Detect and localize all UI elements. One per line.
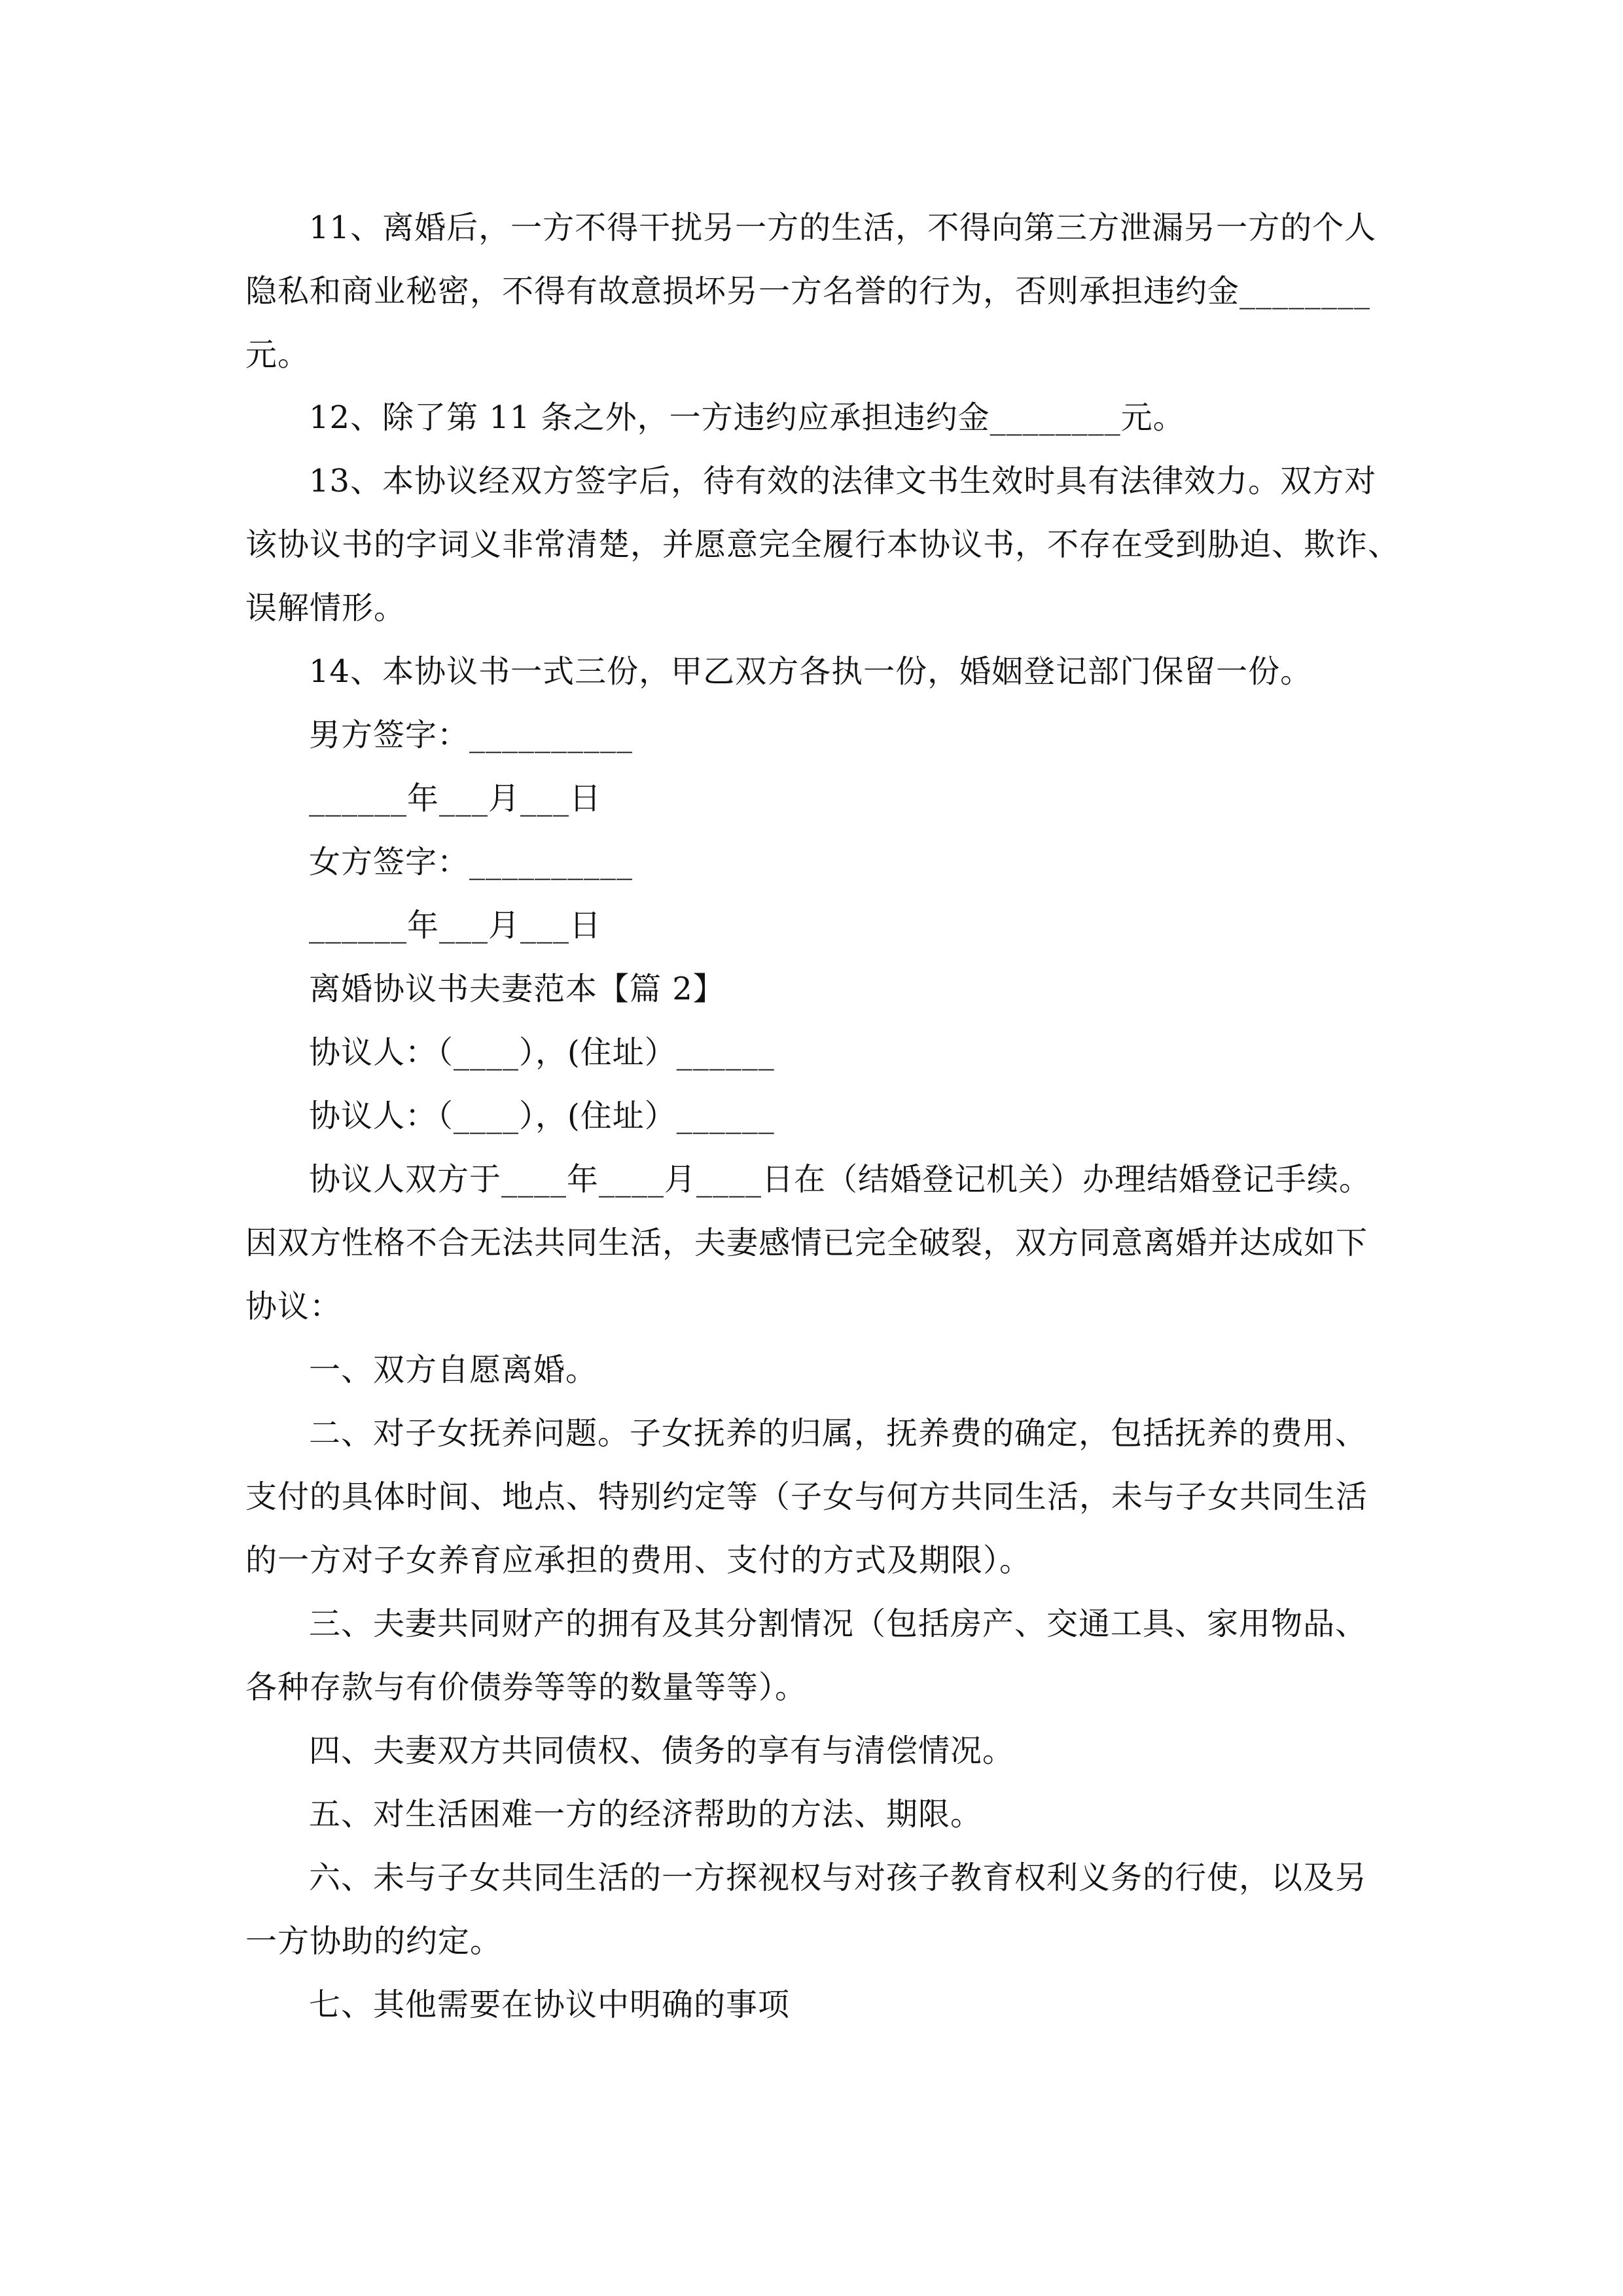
item-4: 四、夫妻双方共同债权、债务的享有与清偿情况。 xyxy=(309,1732,1015,1769)
female-signature-date: ______年___月___日 xyxy=(309,907,602,944)
clause-12: 12、除了第 11 条之外，一方违约应承担违约金________元。 xyxy=(309,399,1185,436)
female-signature: 女方签字：__________ xyxy=(309,844,633,880)
clause-11-line-3: 元。 xyxy=(245,336,310,373)
clause-13-line-3: 误解情形。 xyxy=(245,590,406,626)
item-2-line-3: 的一方对子女养育应承担的费用、支付的方式及期限）。 xyxy=(245,1542,1032,1579)
intro-line-2: 因双方性格不合无法共同生活，夫妻感情已完全破裂，双方同意离婚并达成如下 xyxy=(245,1225,1368,1261)
item-2-line-1: 二、对子女抚养问题。子女抚养的归属，抚养费的确定，包括抚养的费用、 xyxy=(309,1415,1368,1452)
intro-line-1: 协议人双方于____年____月____日在（结婚登记机关）办理结婚登记手续。 xyxy=(309,1161,1372,1198)
clause-13-line-2: 该协议书的字词义非常清楚，并愿意完全履行本协议书，不存在受到胁迫、欺诈、 xyxy=(245,526,1400,563)
male-signature-date: ______年___月___日 xyxy=(309,780,602,817)
item-6-line-2: 一方协助的约定。 xyxy=(245,1923,503,1960)
party-1: 协议人：（____），(住址）______ xyxy=(309,1034,775,1071)
item-7: 七、其他需要在协议中明确的事项 xyxy=(309,1986,791,2023)
clause-13-line-1: 13、本协议经双方签字后，待有效的法律文书生效时具有法律效力。双方对 xyxy=(309,463,1377,499)
party-2: 协议人：（____），(住址）______ xyxy=(309,1098,775,1134)
item-1: 一、双方自愿离婚。 xyxy=(309,1352,598,1388)
clause-11-line-1: 11、离婚后，一方不得干扰另一方的生活，不得向第三方泄漏另一方的个人 xyxy=(309,209,1377,246)
item-3-line-2: 各种存款与有价债券等等的数量等等）。 xyxy=(245,1669,808,1706)
clause-14: 14、本协议书一式三份，甲乙双方各执一份，婚姻登记部门保留一份。 xyxy=(309,653,1313,690)
male-signature: 男方签字：__________ xyxy=(309,717,633,753)
item-6-line-1: 六、未与子女共同生活的一方探视权与对孩子教育权利义务的行使，以及另 xyxy=(309,1859,1368,1896)
clause-11-line-2: 隐私和商业秘密，不得有故意损坏另一方名誉的行为，否则承担违约金________ xyxy=(245,273,1371,310)
item-5: 五、对生活困难一方的经济帮助的方法、期限。 xyxy=(309,1796,983,1833)
item-3-line-1: 三、夫妻共同财产的拥有及其分割情况（包括房产、交通工具、家用物品、 xyxy=(309,1605,1368,1642)
item-2-line-2: 支付的具体时间、地点、特别约定等（子女与何方共同生活，未与子女共同生活 xyxy=(245,1479,1368,1515)
intro-line-3: 协议： xyxy=(245,1288,342,1325)
section-title-part-2: 离婚协议书夫妻范本【篇 2】 xyxy=(309,971,725,1007)
